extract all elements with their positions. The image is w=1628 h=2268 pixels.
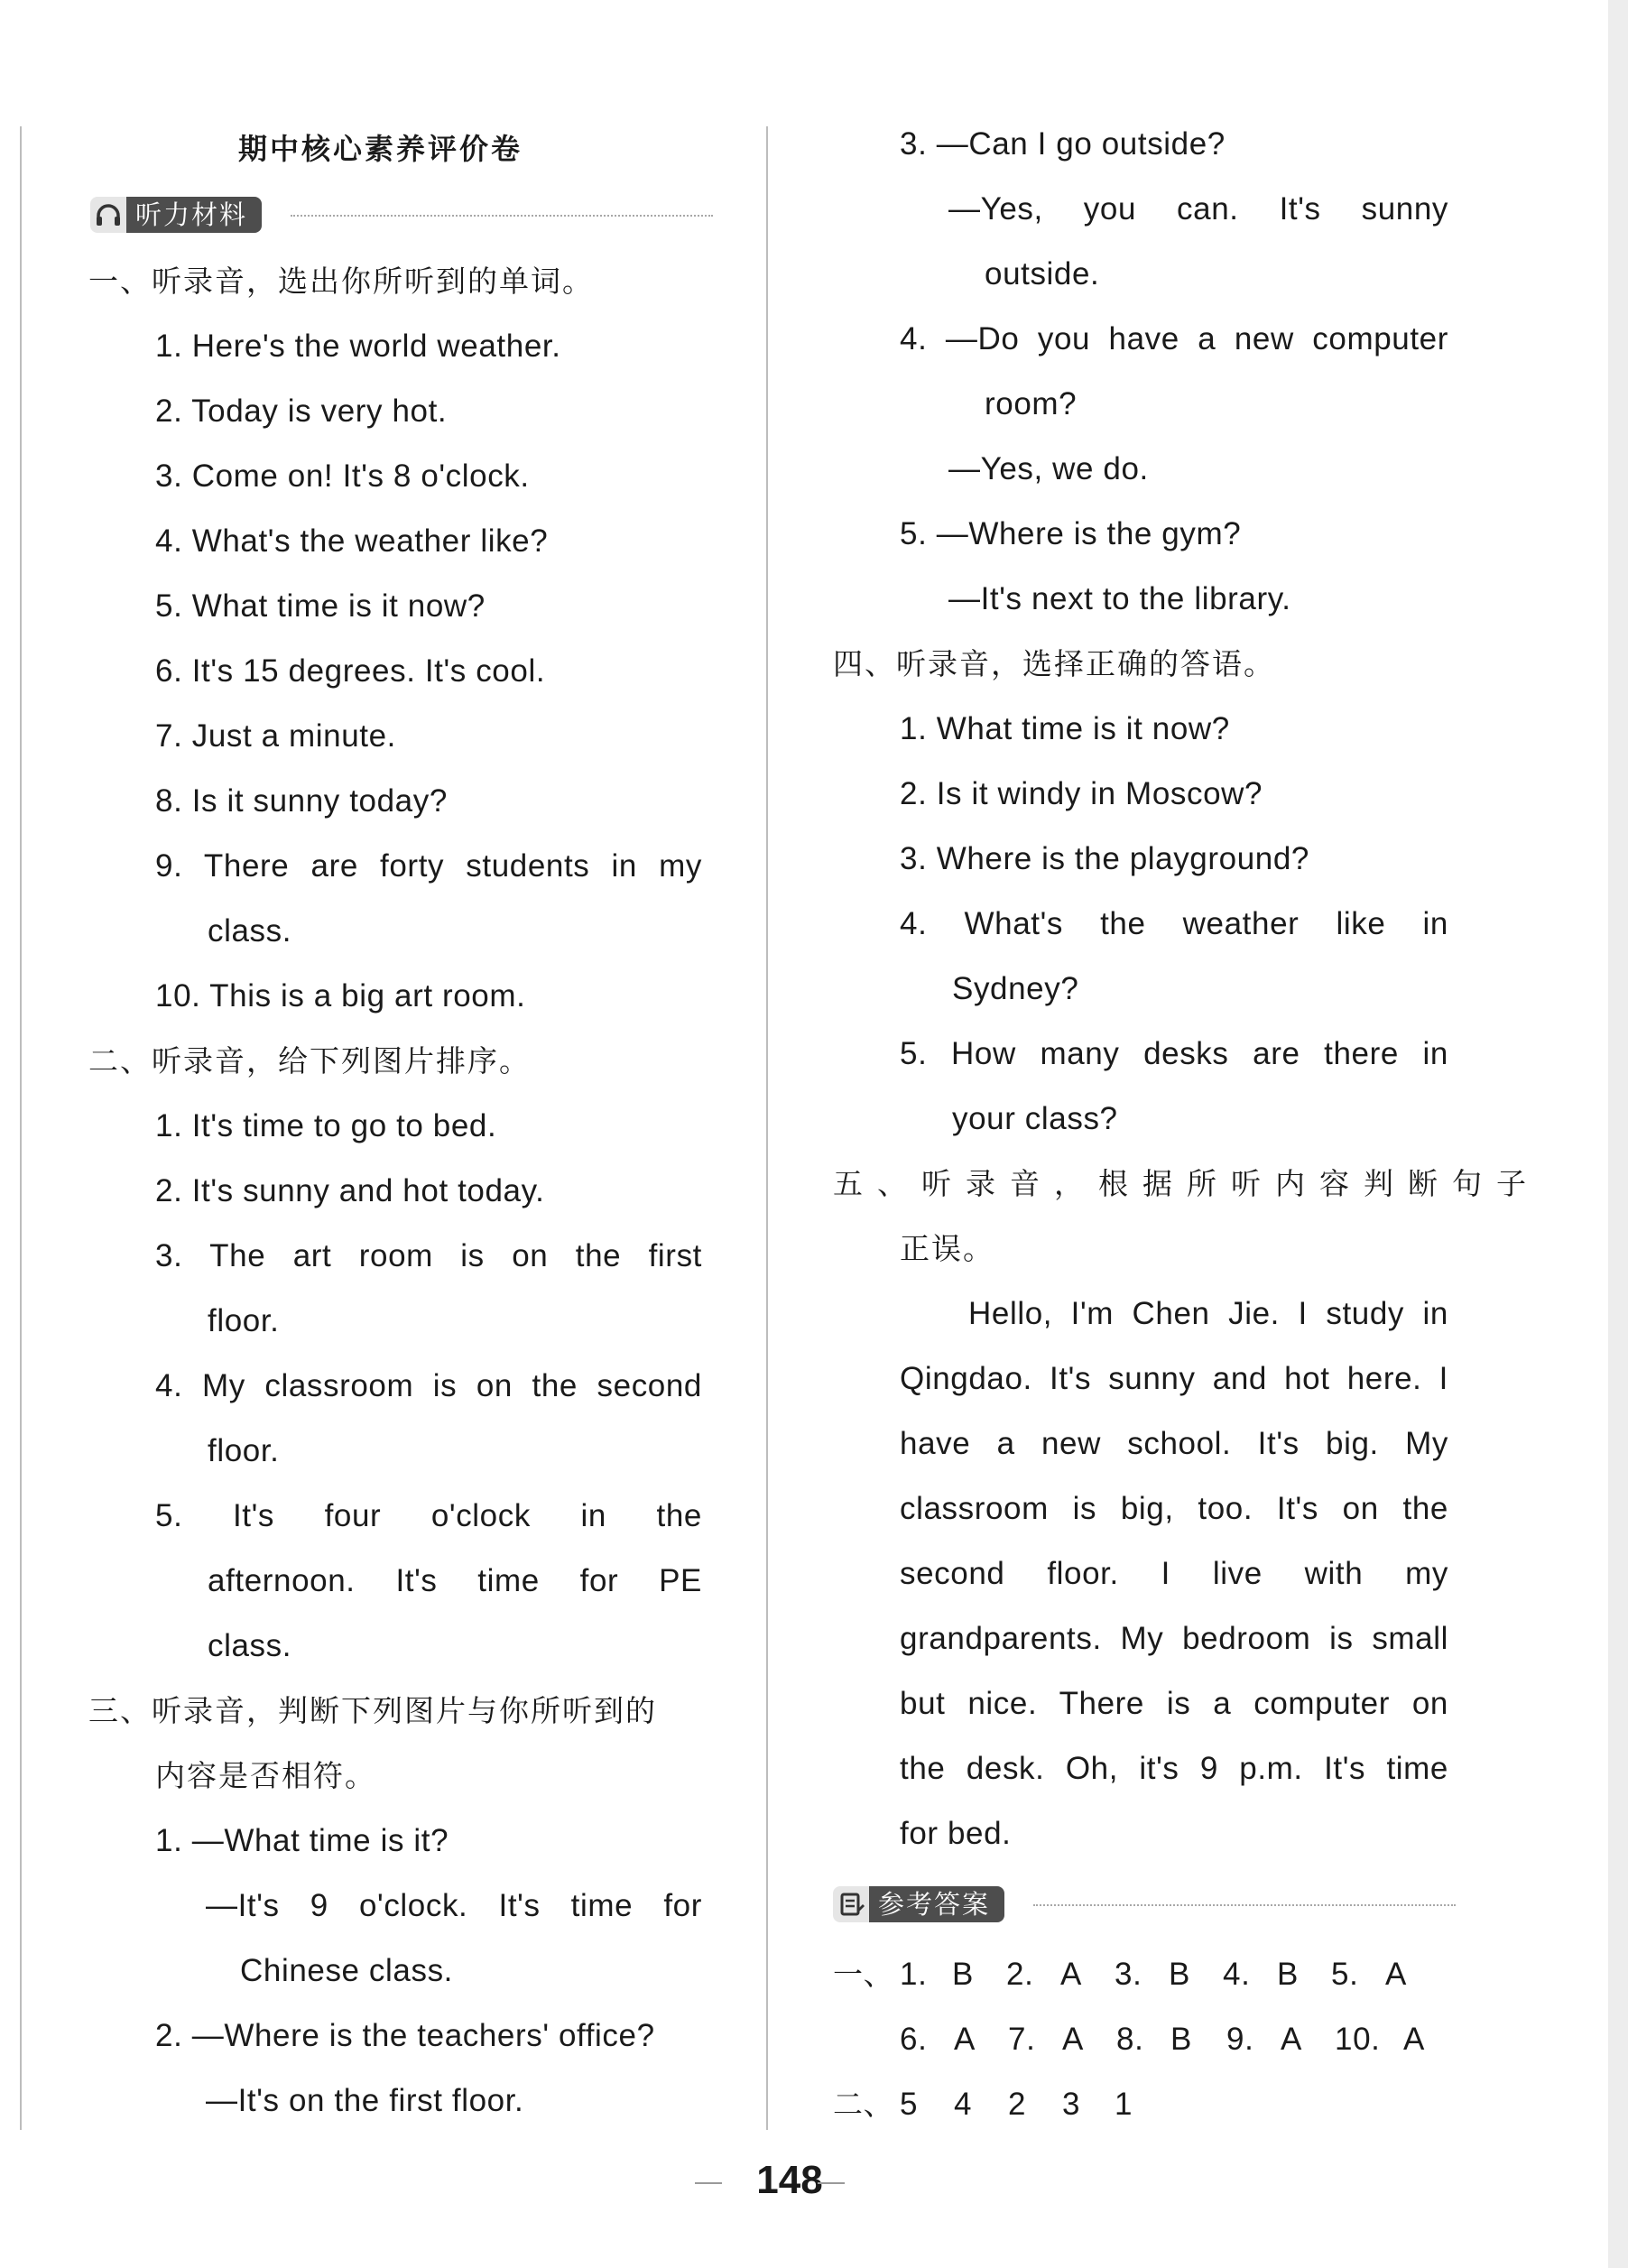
s1-item-3: 3. Come on! It's 8 o'clock. [155, 458, 530, 494]
answer-4-value: B [1277, 1957, 1299, 1992]
s3-item-5: 5. —Where is the gym? [900, 516, 1242, 551]
section-heading-3: 三、听录音，判断下列图片与你所听到的 [88, 1693, 657, 1728]
s2-item-5-cont: afternoon. It's time for PE [208, 1563, 702, 1598]
answer-9-value: A [1281, 2022, 1302, 2057]
s3-item-1-answer: —It's 9 o'clock. It's time for [206, 1888, 702, 1923]
order-answer-5: 1 [1115, 2087, 1133, 2122]
s1-item-10: 10. This is a big art room. [155, 978, 526, 1014]
passage-line-6: grandparents. My bedroom is small [900, 1621, 1448, 1656]
answer-1-value: B [952, 1957, 974, 1992]
s3-item-3-answer-cont: outside. [985, 256, 1100, 292]
page-number-dash-right [818, 2182, 845, 2184]
order-answer-1: 5 [900, 2087, 919, 2122]
s4-item-5: 5. How many desks are there in [900, 1036, 1448, 1071]
book-icon [833, 1886, 869, 1922]
answer-10-value: A [1403, 2022, 1425, 2057]
answer-2-num: 2. [1006, 1957, 1034, 1992]
s4-item-5-cont: your class? [952, 1101, 1118, 1136]
answer-6-value: A [954, 2022, 976, 2057]
column-divider [766, 126, 768, 2130]
order-answer-4: 3 [1062, 2087, 1081, 2122]
passage-line-3: have a new school. It's big. My [900, 1426, 1448, 1461]
s4-item-1: 1. What time is it now? [900, 711, 1230, 746]
s3-item-2-answer: —It's on the first floor. [206, 2083, 524, 2118]
answer-1-num: 1. [900, 1957, 928, 1992]
section-heading-5-cont: 正误。 [900, 1231, 994, 1266]
s3-item-3-answer: —Yes, you can. It's sunny [948, 191, 1448, 227]
s4-item-3: 3. Where is the playground? [900, 841, 1309, 876]
answer-key-header [833, 1886, 1456, 1922]
s2-item-4: 4. My classroom is on the second [155, 1368, 702, 1403]
passage-line-8: the desk. Oh, it's 9 p.m. It's time [900, 1751, 1448, 1786]
answer-6-num: 6. [900, 2022, 928, 2057]
answer-10-num: 10. [1335, 2022, 1381, 2057]
page-edge-shadow [1608, 0, 1628, 2268]
headphones-icon [90, 197, 126, 233]
s2-item-4-cont: floor. [208, 1433, 280, 1468]
answer-key-tag: 参考答案 [869, 1886, 1004, 1922]
s1-item-5: 5. What time is it now? [155, 588, 486, 624]
s3-item-4-answer: —Yes, we do. [948, 451, 1149, 486]
answer-3-value: B [1169, 1957, 1190, 1992]
page-number-dash-left [695, 2182, 722, 2184]
s1-item-7: 7. Just a minute. [155, 718, 396, 754]
s1-item-4: 4. What's the weather like? [155, 523, 549, 559]
left-margin-rule [20, 126, 22, 2130]
order-answer-3: 2 [1008, 2087, 1027, 2122]
passage-line-9: for bed. [900, 1816, 1012, 1851]
passage-line-5: second floor. I live with my [900, 1556, 1448, 1591]
answer-7-value: A [1062, 2022, 1084, 2057]
answer-2-value: A [1060, 1957, 1082, 1992]
s2-item-3-cont: floor. [208, 1303, 280, 1338]
s3-item-1-answer-cont: Chinese class. [240, 1953, 454, 1988]
passage-line-4: classroom is big, too. It's on the [900, 1491, 1448, 1526]
answer-5-value: A [1385, 1957, 1407, 1992]
s3-item-5-answer: —It's next to the library. [948, 581, 1291, 616]
answer-9-num: 9. [1226, 2022, 1254, 2057]
section-heading-5: 五、听录音，根据所听内容判断句子 [833, 1166, 1540, 1201]
s4-item-4-cont: Sydney? [952, 971, 1079, 1006]
s1-item-9: 9. There are forty students in my [155, 848, 702, 884]
page-number: 148 [756, 2158, 823, 2202]
answer-row-3-label [833, 2085, 893, 2125]
answer-7-num: 7. [1008, 2022, 1036, 2057]
order-answer-2: 4 [954, 2087, 973, 2122]
s1-item-9-cont: class. [208, 913, 292, 949]
s3-item-4-cont: room? [985, 386, 1078, 421]
s4-item-2: 2. Is it windy in Moscow? [900, 776, 1263, 811]
answer-section-1-label: 一、 [833, 1957, 894, 1992]
s2-item-1: 1. It's time to go to bed. [155, 1108, 497, 1143]
answer-4-num: 4. [1223, 1957, 1251, 1992]
answer-3-num: 3. [1115, 1957, 1142, 1992]
s3-item-1: 1. —What time is it? [155, 1823, 449, 1858]
s2-item-5-cont2: class. [208, 1628, 292, 1663]
answer-5-num: 5. [1331, 1957, 1359, 1992]
passage-line-1: Hello, I'm Chen Jie. I study in [968, 1296, 1448, 1331]
section-heading-1: 一、听录音，选出你所听到的单词。 [88, 264, 594, 299]
dotted-rule [291, 215, 713, 217]
answer-section-2-label: 二、 [833, 2087, 894, 2122]
s4-item-4: 4. What's the weather like in [900, 906, 1448, 941]
s1-item-1: 1. Here's the world weather. [155, 329, 561, 364]
s2-item-5: 5. It's four o'clock in the [155, 1498, 702, 1533]
answer-8-num: 8. [1116, 2022, 1144, 2057]
s2-item-2: 2. It's sunny and hot today. [155, 1173, 545, 1208]
passage-line-7: but nice. There is a computer on [900, 1686, 1448, 1721]
s3-item-4: 4. —Do you have a new computer [900, 321, 1448, 356]
answer-8-value: B [1170, 2022, 1192, 2057]
s1-item-2: 2. Today is very hot. [155, 393, 448, 429]
dotted-rule [1033, 1904, 1456, 1906]
s2-item-3: 3. The art room is on the first [155, 1238, 702, 1273]
s3-item-3: 3. —Can I go outside? [900, 126, 1226, 162]
section-heading-3-cont: 内容是否相符。 [155, 1758, 376, 1793]
s1-item-6: 6. It's 15 degrees. It's cool. [155, 653, 546, 689]
section-heading-4: 四、听录音，选择正确的答语。 [833, 646, 1275, 681]
s3-item-2: 2. —Where is the teachers' office? [155, 2018, 655, 2053]
page-title: 期中核心素养评价卷 [238, 132, 523, 166]
listening-material-header [90, 197, 713, 233]
listening-material-tag: 听力材料 [126, 197, 262, 233]
s1-item-8: 8. Is it sunny today? [155, 783, 448, 819]
passage-line-2: Qingdao. It's sunny and hot here. I [900, 1361, 1448, 1396]
section-heading-2: 二、听录音，给下列图片排序。 [88, 1043, 531, 1078]
answer-row-1-label [833, 1955, 893, 1995]
